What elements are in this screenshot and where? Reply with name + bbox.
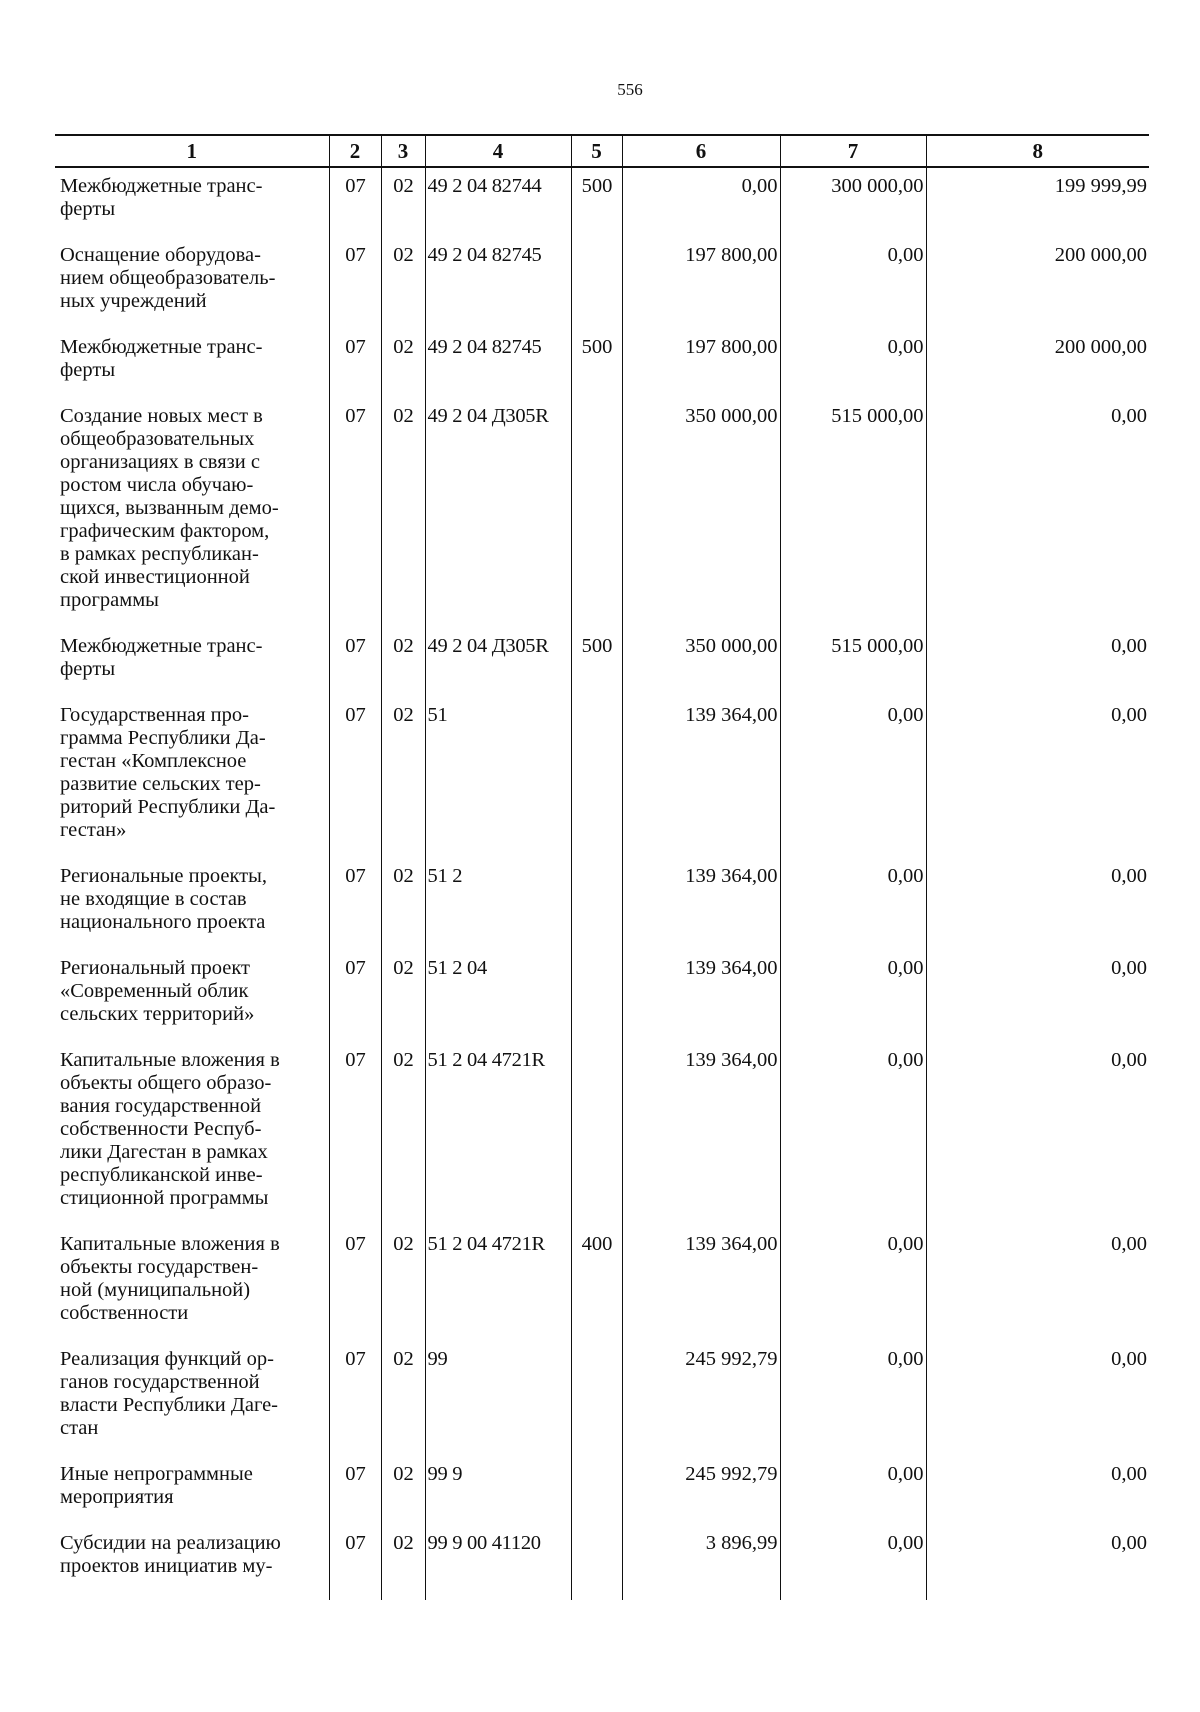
row-amount-col8: 200 000,00 <box>926 237 1149 329</box>
table-row <box>55 329 1149 398</box>
table-row <box>55 628 1149 697</box>
row-amount-col7: 515 000,00 <box>780 398 926 628</box>
row-section: 07 <box>329 167 381 237</box>
row-amount-col6: 245 992,79 <box>622 1341 780 1456</box>
row-amount-col8: 0,00 <box>926 1525 1149 1600</box>
row-target-article: 49 2 04 82745 <box>425 329 571 398</box>
row-amount-col7: 0,00 <box>780 1525 926 1600</box>
row-subsection: 02 <box>381 167 425 237</box>
row-description: Межбюджетные транс- ферты <box>55 167 329 237</box>
page-number: 556 <box>617 80 643 99</box>
row-amount-col6: 139 364,00 <box>622 858 780 950</box>
row-description: Региональные проекты, не входящие в состав национального проекта <box>55 858 329 950</box>
row-expense-type <box>571 858 622 950</box>
table-row <box>55 398 1149 628</box>
table-row <box>55 1525 1149 1600</box>
row-section: 07 <box>329 1456 381 1525</box>
row-amount-col6: 197 800,00 <box>622 329 780 398</box>
row-amount-col8: 0,00 <box>926 398 1149 628</box>
row-expense-type: 400 <box>571 1226 622 1341</box>
row-section: 07 <box>329 697 381 858</box>
row-expense-type: 500 <box>571 167 622 237</box>
row-description: Субсидии на реализацию проектов инициатив му- <box>55 1525 329 1600</box>
table-row <box>55 167 1149 237</box>
row-target-article: 49 2 04 Д305R <box>425 628 571 697</box>
table-row <box>55 697 1149 858</box>
row-section: 07 <box>329 398 381 628</box>
row-subsection: 02 <box>381 950 425 1042</box>
row-target-article: 49 2 04 82745 <box>425 237 571 329</box>
row-target-article: 51 2 04 4721R <box>425 1226 571 1341</box>
row-target-article: 99 9 <box>425 1456 571 1525</box>
row-amount-col6: 0,00 <box>622 167 780 237</box>
table-row <box>55 1456 1149 1525</box>
row-amount-col6: 139 364,00 <box>622 1042 780 1226</box>
row-amount-col8: 0,00 <box>926 1226 1149 1341</box>
row-amount-col7: 515 000,00 <box>780 628 926 697</box>
row-section: 07 <box>329 1341 381 1456</box>
row-section: 07 <box>329 1226 381 1341</box>
row-amount-col7: 0,00 <box>780 1456 926 1525</box>
table-row <box>55 1042 1149 1226</box>
budget-table <box>55 134 1149 1600</box>
row-expense-type <box>571 398 622 628</box>
row-amount-col6: 350 000,00 <box>622 628 780 697</box>
row-section: 07 <box>329 329 381 398</box>
row-description: Иные непрограммные мероприятия <box>55 1456 329 1525</box>
table-body <box>55 167 1149 1600</box>
row-description: Межбюджетные транс- ферты <box>55 329 329 398</box>
col-header-5: 5 <box>571 135 622 167</box>
table-row <box>55 1226 1149 1341</box>
col-header-8: 8 <box>926 135 1149 167</box>
row-subsection: 02 <box>381 628 425 697</box>
row-amount-col6: 139 364,00 <box>622 697 780 858</box>
row-amount-col7: 0,00 <box>780 329 926 398</box>
row-amount-col6: 350 000,00 <box>622 398 780 628</box>
row-amount-col8: 0,00 <box>926 858 1149 950</box>
row-expense-type: 500 <box>571 329 622 398</box>
row-section: 07 <box>329 628 381 697</box>
row-section: 07 <box>329 237 381 329</box>
row-description: Капитальные вложения в объекты общего образо- вания государственной собственности Респуб- лики Дагестан в рамках республиканской инве- стиционной программы <box>55 1042 329 1226</box>
row-target-article: 49 2 04 Д305R <box>425 398 571 628</box>
row-amount-col7: 0,00 <box>780 1042 926 1226</box>
col-header-6: 6 <box>622 135 780 167</box>
header-row <box>55 135 1149 167</box>
row-amount-col8: 0,00 <box>926 628 1149 697</box>
table-row <box>55 858 1149 950</box>
row-section: 07 <box>329 1042 381 1226</box>
row-amount-col7: 0,00 <box>780 950 926 1042</box>
row-amount-col8: 200 000,00 <box>926 329 1149 398</box>
row-subsection: 02 <box>381 697 425 858</box>
row-amount-col8: 199 999,99 <box>926 167 1149 237</box>
row-expense-type <box>571 1341 622 1456</box>
row-expense-type: 500 <box>571 628 622 697</box>
col-header-1: 1 <box>55 135 329 167</box>
row-subsection: 02 <box>381 237 425 329</box>
row-description: Региональный проект «Современный облик сельских территорий» <box>55 950 329 1042</box>
col-header-3: 3 <box>381 135 425 167</box>
row-target-article: 51 2 <box>425 858 571 950</box>
row-subsection: 02 <box>381 1226 425 1341</box>
row-amount-col7: 300 000,00 <box>780 167 926 237</box>
row-amount-col8: 0,00 <box>926 1341 1149 1456</box>
row-subsection: 02 <box>381 1341 425 1456</box>
row-target-article: 99 <box>425 1341 571 1456</box>
row-description: Оснащение оборудова- нием общеобразователь- ных учреждений <box>55 237 329 329</box>
row-amount-col6: 3 896,99 <box>622 1525 780 1600</box>
row-target-article: 51 <box>425 697 571 858</box>
row-section: 07 <box>329 950 381 1042</box>
row-amount-col8: 0,00 <box>926 1042 1149 1226</box>
table-row <box>55 237 1149 329</box>
row-description: Межбюджетные транс- ферты <box>55 628 329 697</box>
row-amount-col7: 0,00 <box>780 237 926 329</box>
row-section: 07 <box>329 1525 381 1600</box>
row-amount-col7: 0,00 <box>780 697 926 858</box>
row-description: Реализация функций ор- ганов государственной власти Республики Даге- стан <box>55 1341 329 1456</box>
row-target-article: 99 9 00 41120 <box>425 1525 571 1600</box>
row-subsection: 02 <box>381 1042 425 1226</box>
row-amount-col7: 0,00 <box>780 1226 926 1341</box>
row-expense-type <box>571 1456 622 1525</box>
row-subsection: 02 <box>381 858 425 950</box>
row-amount-col8: 0,00 <box>926 950 1149 1042</box>
table-row <box>55 1341 1149 1456</box>
col-header-2: 2 <box>329 135 381 167</box>
row-amount-col6: 245 992,79 <box>622 1456 780 1525</box>
row-expense-type <box>571 1042 622 1226</box>
row-expense-type <box>571 950 622 1042</box>
row-subsection: 02 <box>381 1456 425 1525</box>
col-header-4: 4 <box>425 135 571 167</box>
row-description: Создание новых мест в общеобразовательных организациях в связи с ростом числа обучаю- щихся, вызванным демо- графическим фактором, в рамках республикан- ской инвестиционной программы <box>55 398 329 628</box>
row-subsection: 02 <box>381 329 425 398</box>
row-description: Капитальные вложения в объекты государствен- ной (муниципальной) собственности <box>55 1226 329 1341</box>
col-header-7: 7 <box>780 135 926 167</box>
row-amount-col8: 0,00 <box>926 697 1149 858</box>
row-amount-col7: 0,00 <box>780 858 926 950</box>
row-expense-type <box>571 237 622 329</box>
row-amount-col6: 139 364,00 <box>622 1226 780 1341</box>
row-subsection: 02 <box>381 1525 425 1600</box>
row-expense-type <box>571 697 622 858</box>
row-description: Государственная про- грамма Республики Да- гестан «Комплексное развитие сельских тер- риторий Республики Да- гестан» <box>55 697 329 858</box>
row-target-article: 51 2 04 <box>425 950 571 1042</box>
row-target-article: 49 2 04 82744 <box>425 167 571 237</box>
row-amount-col6: 139 364,00 <box>622 950 780 1042</box>
row-amount-col6: 197 800,00 <box>622 237 780 329</box>
row-expense-type <box>571 1525 622 1600</box>
row-section: 07 <box>329 858 381 950</box>
row-subsection: 02 <box>381 398 425 628</box>
row-amount-col8: 0,00 <box>926 1456 1149 1525</box>
row-target-article: 51 2 04 4721R <box>425 1042 571 1226</box>
row-amount-col7: 0,00 <box>780 1341 926 1456</box>
table-row <box>55 950 1149 1042</box>
